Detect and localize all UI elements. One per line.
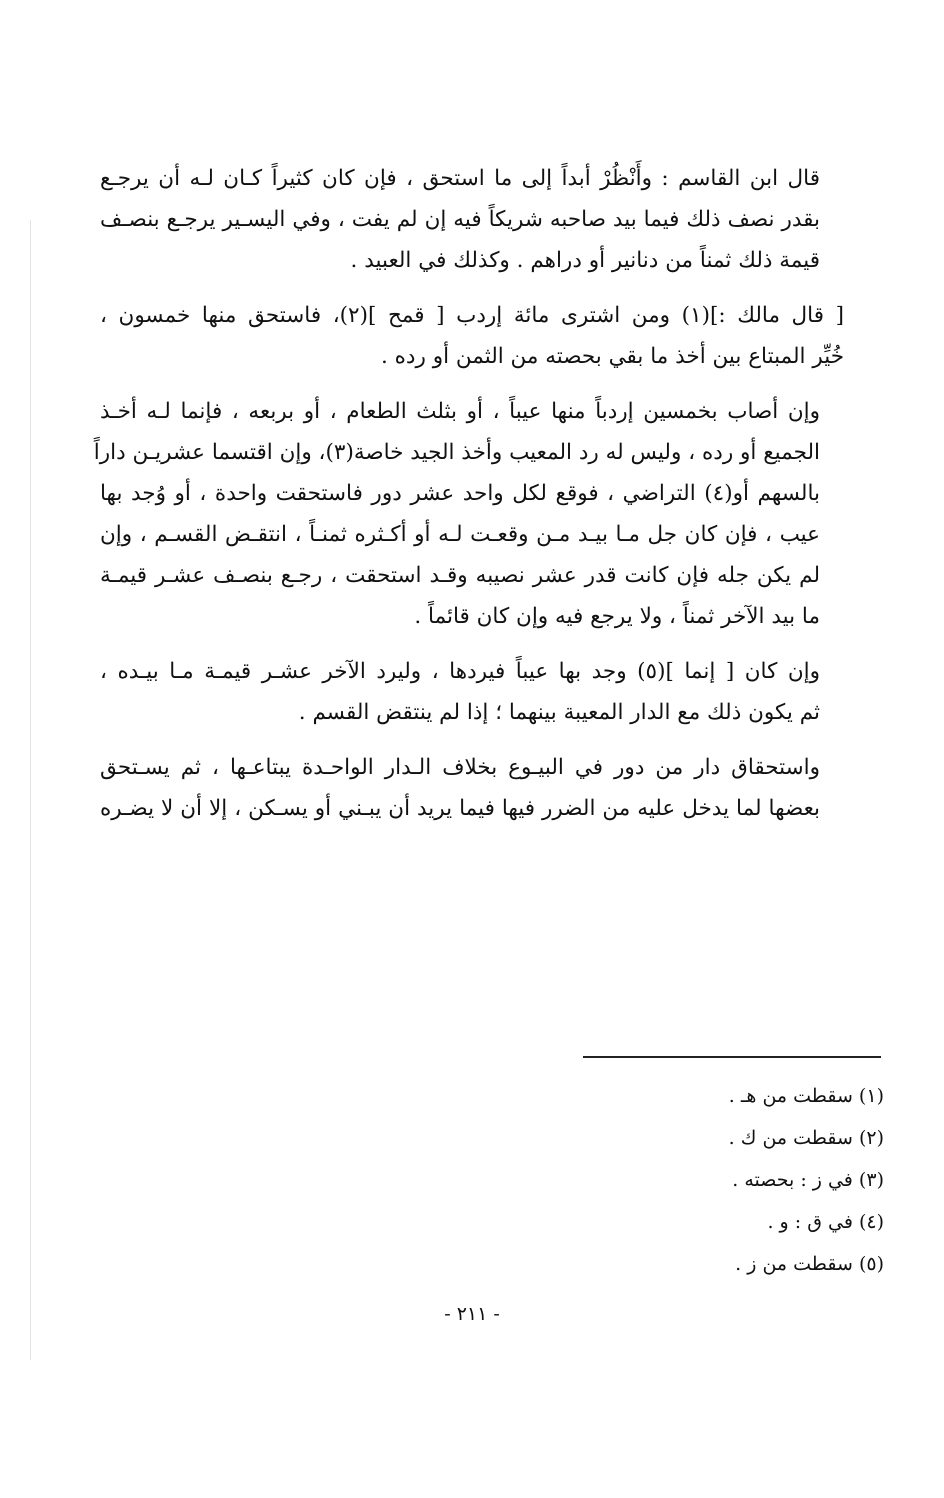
scan-edge-shadow xyxy=(30,220,31,1360)
text-line: خُيِّر المبتاع بين أخذ ما بقي بحصته من الثمن أو رده . xyxy=(381,344,844,369)
paragraph xyxy=(100,651,844,733)
paragraph xyxy=(100,158,844,281)
footnote: (٢) سقطت من ك . xyxy=(728,1127,884,1149)
text-line: بالسهم أو(٤) التراضي ، فوقع لكل واحد عشر دور فاستحقت واحدة ، أو وُجد بها xyxy=(100,481,821,506)
paragraph xyxy=(100,747,844,829)
text-line: قيمة ذلك ثمناً من دنانير أو دراهم . وكذلك في العبيد . xyxy=(350,248,820,273)
paragraph xyxy=(93,391,844,637)
text-line: ما بيد الآخر ثمناً ، ولا يرجع فيه وإن كان قائماً . xyxy=(414,604,820,629)
footnote: (٣) في ز : بحصته . xyxy=(732,1169,884,1191)
paragraph xyxy=(100,295,844,377)
footnote-separator xyxy=(583,1056,881,1058)
text-line: [ قال مالك :](١) ومن اشترى مائة إردب [ قمح ](٢)، فاستحق منها خمسون ، xyxy=(100,303,844,328)
main-text-body xyxy=(93,158,844,843)
text-line: بعضها لما يدخل عليه من الضرر فيها فيما يريد أن يبـني أو يسـكن ، إلا أن لا يضـره xyxy=(100,796,820,821)
text-line: وإن كان [ إنما ](٥) وجد بها عيباً فيردها ، وليرد الآخر عشـر قيمـة مـا بيـده ، xyxy=(100,659,820,684)
text-line: الجميع أو رده ، وليس له رد المعيب وأخذ الجيد خاصة(٣)، وإن اقتسما عشريـن داراً xyxy=(93,440,820,465)
text-line: وإن أصاب بخمسين إردباً منها عيباً ، أو بثلث الطعام ، أو بربعه ، فإنما لـه أخـذ xyxy=(100,399,820,424)
text-line: ثم يكون ذلك مع الدار المعيبة بينهما ؛ إذا لم ينتقض القسم . xyxy=(298,700,820,725)
footnotes xyxy=(584,1075,884,1285)
page-number: - ٢١١ - xyxy=(444,1303,500,1325)
text-line: لم يكن جله فإن كانت قدر عشر نصيبه وقـد استحقت ، رجـع بنصـف عشـر قيمـة xyxy=(100,563,820,588)
footnote: (٥) سقطت من ز . xyxy=(735,1253,884,1275)
footnote: (١) سقطت من هـ . xyxy=(728,1085,884,1107)
text-line: بقدر نصف ذلك فيما بيد صاحبه شريكاً فيه إن لم يفت ، وفي اليسـير يرجـع بنصـف xyxy=(100,207,820,232)
text-line: واستحقاق دار من دور في البيـوع بخلاف الـدار الواحـدة يبتاعـها ، ثم يسـتحق xyxy=(100,755,820,780)
text-line: عيب ، فإن كان جل مـا بيـد مـن وقعـت لـه أو أكـثره ثمنـاً ، انتقـض القسـم ، وإن xyxy=(100,522,820,547)
footnote: (٤) في ق : و . xyxy=(767,1211,884,1233)
text-line: قال ابن القاسم : وأَنْظُرْ أبداً إلى ما استحق ، فإن كان كثيراً كـان لـه أن يرجـع xyxy=(100,166,820,191)
